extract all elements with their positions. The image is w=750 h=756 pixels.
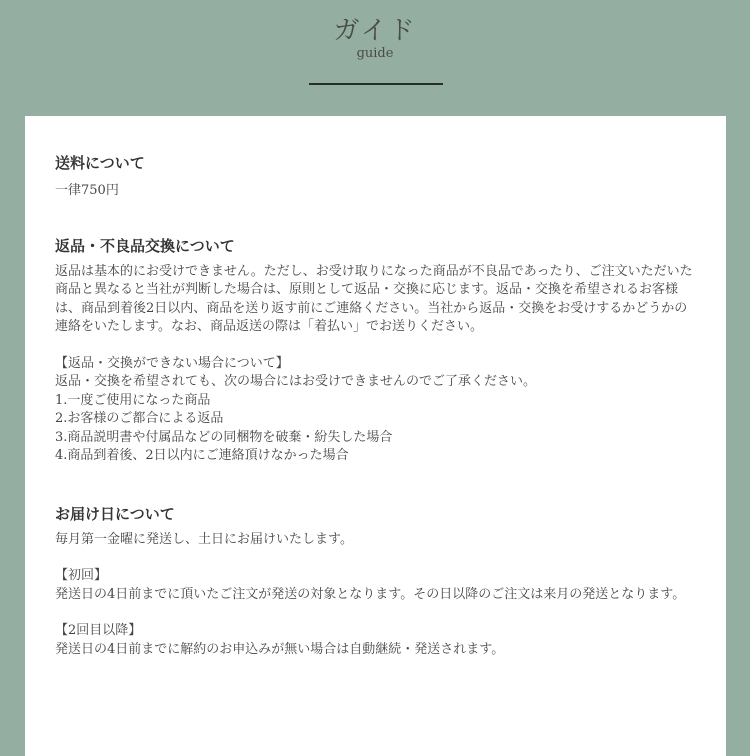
delivery-subsequent-orders: 【2回目以降】 発送日の4日前までに解約のお申込みが無い場合は自動継続・発送されます。: [55, 623, 505, 657]
title-underline: [309, 83, 443, 85]
page-title: ガイド: [333, 16, 417, 46]
delivery-body: 毎月第一金曜に発送し、土日にお届けいたします。: [55, 531, 353, 547]
returns-heading: 返品・不良品交換について: [55, 236, 235, 255]
delivery-first-order: 【初回】 発送日の4日前までに頂いたご注文が発送の対象となります。その日以降のご注文は来月の発送となります。: [55, 568, 686, 602]
returns-section: [55, 235, 696, 466]
delivery-section: [55, 503, 696, 660]
returns-exceptions-list: 【返品・交換ができない場合について】 返品・交換を希望されても、次の場合にはお受けできませんのでご了承ください。 1.一度ご使用になった商品 2.お客様のご都合による返品 3.商品説明書や付属品などの同梱物を破棄・紛失した場合 4.商品到着後、2日以内にご連絡頂けなかった場合: [55, 355, 537, 463]
page-header: [0, 0, 750, 115]
shipping-heading: 送料について: [55, 154, 145, 172]
returns-body: 返品は基本的にお受けできません。ただし、お受け取りになった商品が不良品であったり、ご注文いただいた商品と異なると当社が判断した場合は、原則として返品・交換に応じます。返品・交換を希望されるお客様は、商品到着後2日以内、商品を送り返す前にご連絡ください。当社から返品・交換をお受けするかどうかの連絡をいたします。なお、商品返送の際は「着払い」でお送りください。: [55, 263, 693, 334]
shipping-section: [55, 152, 696, 201]
guide-content-card: [25, 116, 726, 756]
delivery-heading: お届け日について: [55, 504, 175, 523]
page-subtitle: guide: [356, 46, 394, 61]
shipping-body: 一律750円: [55, 183, 119, 198]
